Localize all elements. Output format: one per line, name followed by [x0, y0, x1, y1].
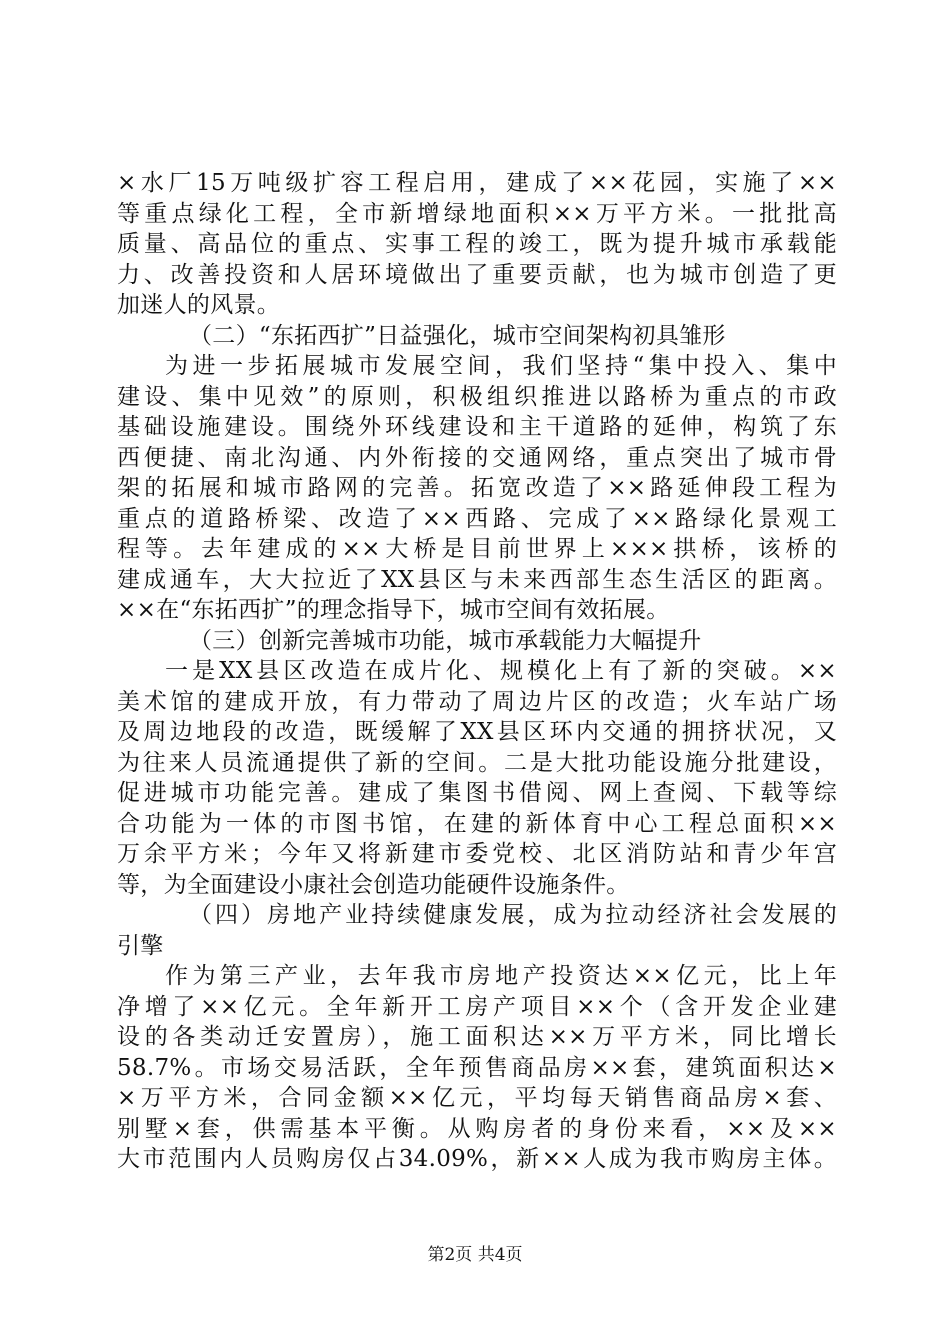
text-line: 设的各类动迁安置房），施工面积达××万平方米，同比增长	[117, 1024, 837, 1050]
section-heading: （二）“东拓西扩”日益强化，城市空间架构初具雏形	[189, 322, 726, 349]
text-line: 等，为全面建设小康社会创造功能硬件设施条件。	[117, 871, 630, 898]
section-heading: （三）创新完善城市功能，城市承载能力大幅提升	[189, 627, 702, 654]
page-number-footer: 第2页 共4页	[427, 1245, 523, 1265]
text-line: 等重点绿化工程，全市新增绿地面积××万平方米。一批批高	[117, 200, 837, 227]
text-line: ××在“东拓西扩”的理念指导下，城市空间有效拓展。	[117, 597, 670, 623]
text-line: 别墅×套，供需基本平衡。从购房者的身份来看，××及××	[117, 1115, 837, 1142]
text-line: 基础设施建设。围绕外环线建设和主干道路的延伸，构筑了东	[117, 414, 837, 440]
text-line: 质量、高品位的重点、实事工程的竣工，既为提升城市承载能	[117, 231, 837, 257]
text-line: 建设、集中见效”的原则，积极组织推进以路桥为重点的市政	[117, 383, 837, 410]
body-text	[117, 168, 837, 1175]
text-line: 架的拓展和城市路网的完善。拓宽改造了××路延伸段工程为	[117, 475, 837, 501]
text-line: 净增了××亿元。全年新开工房产项目××个（含开发企业建	[117, 993, 837, 1020]
text-line: 美术馆的建成开放，有力带动了周边片区的改造；火车站广场	[117, 688, 837, 715]
text-line: 为往来人员流通提供了新的空间。二是大批功能设施分批建设，	[117, 749, 837, 776]
text-line: 为进一步拓展城市发展空间，我们坚持“集中投入、集中	[165, 353, 837, 379]
text-line: 建成通车，大大拉近了XX县区与未来西部生态生活区的距离。	[117, 566, 837, 593]
text-line: 西便捷、南北沟通、内外衔接的交通网络，重点突出了城市骨	[117, 444, 837, 471]
text-line: ×水厂15万吨级扩容工程启用，建成了××花园，实施了××	[117, 170, 837, 196]
text-line: ×万平方米，合同金额××亿元，平均每天销售商品房×套、	[117, 1085, 837, 1111]
text-line: 一是XX县区改造在成片化、规模化上有了新的突破。××	[165, 658, 837, 684]
text-line: 程等。去年建成的××大桥是目前世界上×××拱桥，该桥的	[117, 536, 837, 562]
text-line: 加迷人的风景。	[117, 292, 281, 318]
text-line: 合功能为一体的市图书馆，在建的新体育中心工程总面积××	[117, 810, 837, 837]
text-line: 及周边地段的改造，既缓解了XX县区环内交通的拥挤状况，又	[117, 719, 837, 745]
text-line: 促进城市功能完善。建成了集图书借阅、网上查阅、下载等综	[117, 780, 837, 806]
section-heading: （四）房地产业持续健康发展，成为拉动经济社会发展的	[189, 902, 837, 928]
text-line: 万余平方米；今年又将新建市委党校、北区消防站和青少年宫	[117, 841, 837, 867]
text-line: 力、改善投资和人居环境做出了重要贡献，也为城市创造了更	[117, 261, 837, 288]
section-heading-continued: 引擎	[117, 932, 164, 959]
text-line: 重点的道路桥梁、改造了××西路、完成了××路绿化景观工	[117, 505, 837, 532]
text-line: 58.7%。市场交易活跃，全年预售商品房××套，建筑面积达×	[117, 1054, 837, 1081]
text-line: 大市范围内人员购房仅占34.09%，新××人成为我市购房主体。	[117, 1146, 837, 1172]
text-line: 作为第三产业，去年我市房地产投资达××亿元，比上年	[165, 963, 837, 989]
